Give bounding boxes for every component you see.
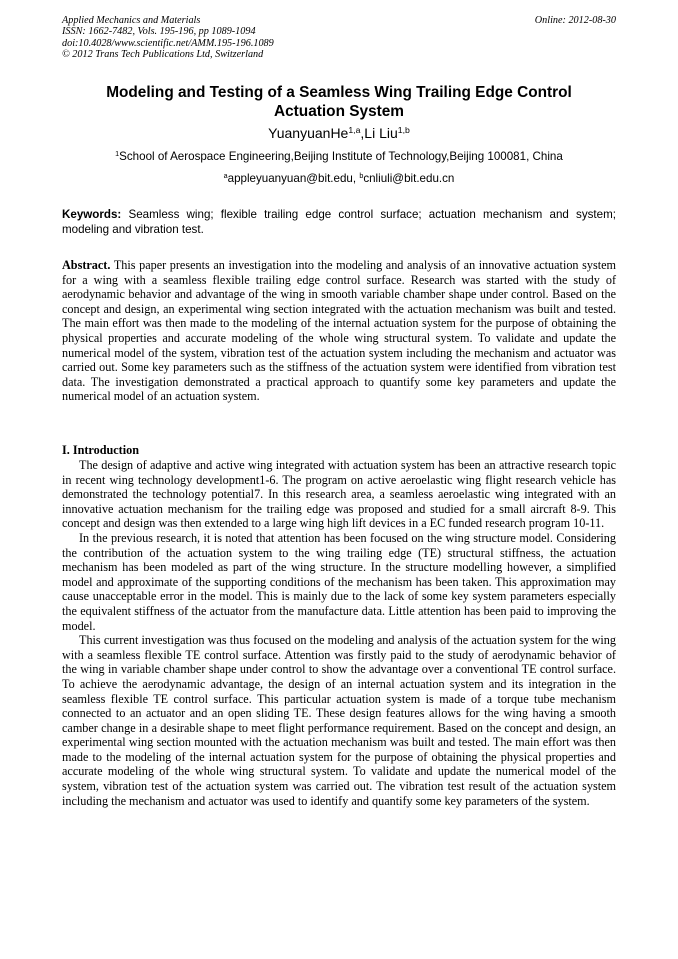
intro-paragraph-1: The design of adaptive and active wing integrated with actuation system has been an attractive research topic in recent wing technology development1-6. The program on active aeroelastic wing flight research vehicle has demonstrated the technology potential7. In this research area, a seamless aeroelastic wing integrated with an innovative actuation mechanism for the trailing edge was proposed and studied for a small aircraft 8-9. This concept and design was then extended to a large wing high lift devices in a EC funded research program 10-11.: [62, 458, 616, 531]
title-line-2: Actuation System: [274, 103, 404, 120]
introduction-body: [62, 458, 616, 808]
affiliation-marker: 1: [115, 149, 120, 159]
abstract-text: This paper presents an investigation into the modeling and analysis of an innovative actuation system for a wing with a seamless flexible trailing edge control surface. Research was started with the study of aerodynamic behavior and advantage of the wing in smooth variable chamber shape under control. Based on the concept and design, an experimental wing section integrated with the actuation mechanism was built and tested. The main effort was then made to the modeling of the internal actuation system for the purpose of obtaining the physical properties and accurate modeling of the whole wing structural system. To validate and update the numerical model of the system, vibration test of the actuation system including the mechanism and actuator was carried out. Some key parameters such as the stiffness of the actuation system were identified from vibration test data. The investigation demonstrated a practical approach to quantify some key parameters and update the numerical model of an actuation system.: [62, 258, 616, 404]
author-1: YuanyuanHe: [268, 125, 349, 141]
abstract-label: Abstract.: [62, 258, 111, 272]
section-heading-introduction: I. Introduction: [62, 443, 139, 457]
author-list: [62, 125, 616, 142]
title-line-1: Modeling and Testing of a Seamless Wing Trailing Edge Control: [106, 84, 572, 101]
author-2: Li Liu: [364, 125, 398, 141]
abstract: [62, 258, 616, 404]
keywords-label: Keywords:: [62, 208, 122, 221]
affiliation: [62, 150, 616, 164]
doi-line: doi:10.4028/www.scientific.net/AMM.195-196.1089: [62, 37, 274, 49]
keywords: [62, 208, 616, 237]
author-2-affiliation: 1,b: [397, 125, 410, 136]
online-date: Online: 2012-08-30: [534, 15, 616, 26]
intro-paragraph-2: In the previous research, it is noted that attention has been focused on the wing structure model. Considering the contribution of the actuation system to the wing trailing edge (TE) structural stiffness, the actuation mechanism has been modeled as part of the wing structure. In the structure modelling however, a simplified model and approximate of the supporting conditions of the mechanism has been taken. This approximation may cause unacceptable error in the model. This is mainly due to the lack of some key system parameters especially the equivalent stiffness of the actuator from the manufacture data. Little attention has been paid to improving the model.: [62, 530, 616, 633]
paper-title: [62, 83, 616, 121]
journal-header: [62, 15, 616, 61]
keywords-text: Seamless wing; flexible trailing edge control surface; actuation mechanism and system; modeling and vibration test.: [62, 208, 616, 236]
issn-line: ISSN: 1662-7482, Vols. 195-196, pp 1089-1094: [62, 26, 256, 38]
author-1-affiliation: 1,a: [348, 125, 361, 136]
email-b: cnliuli@bit.edu.cn: [363, 172, 455, 185]
author-separator: ,: [360, 125, 365, 141]
email-b-marker: b: [359, 171, 364, 181]
journal-name: Applied Mechanics and Materials: [62, 15, 201, 26]
email-a-marker: a: [223, 171, 228, 181]
author-emails: [62, 172, 616, 186]
affiliation-text: School of Aerospace Engineering,Beijing Institute of Technology,Beijing 100081, China: [119, 150, 563, 163]
email-a: appleyuanyuan@bit.edu: [227, 172, 353, 185]
email-separator: ,: [352, 172, 360, 185]
intro-paragraph-3: This current investigation was thus focused on the modeling and analysis of the actuation system for the wing with a seamless flexible TE control surface. Attention was firstly paid to the study of aerodynamic behavior of the wing in variable chamber shape under control to show the advantage over a conventional TE control surface. To achieve the aerodynamic advantage, the design of an internal actuation system and its integration in the seamless flexible TE control surface. This particular actuation system is made of a torque tube mechanism connected to an actuator and an open sliding TE. These design features allows for the wing having a smooth camber change in a desirable shape to meet flight performance requirement. Based on the concept and design, an experimental wing section mounted with the actuation mechanism was built and tested. The main effort was then made to the modeling of the internal actuation system for the purpose of obtaining the physical properties and accurate modeling of the whole wing structural system. To validate and update the numerical model of the system, vibration test of the actuation system was carried out. The vibration test result of the actuation system including the mechanism and actuator was used to identify and quantify some key parameters of the system.: [62, 633, 616, 808]
copyright-line: © 2012 Trans Tech Publications Ltd, Switzerland: [62, 49, 264, 61]
